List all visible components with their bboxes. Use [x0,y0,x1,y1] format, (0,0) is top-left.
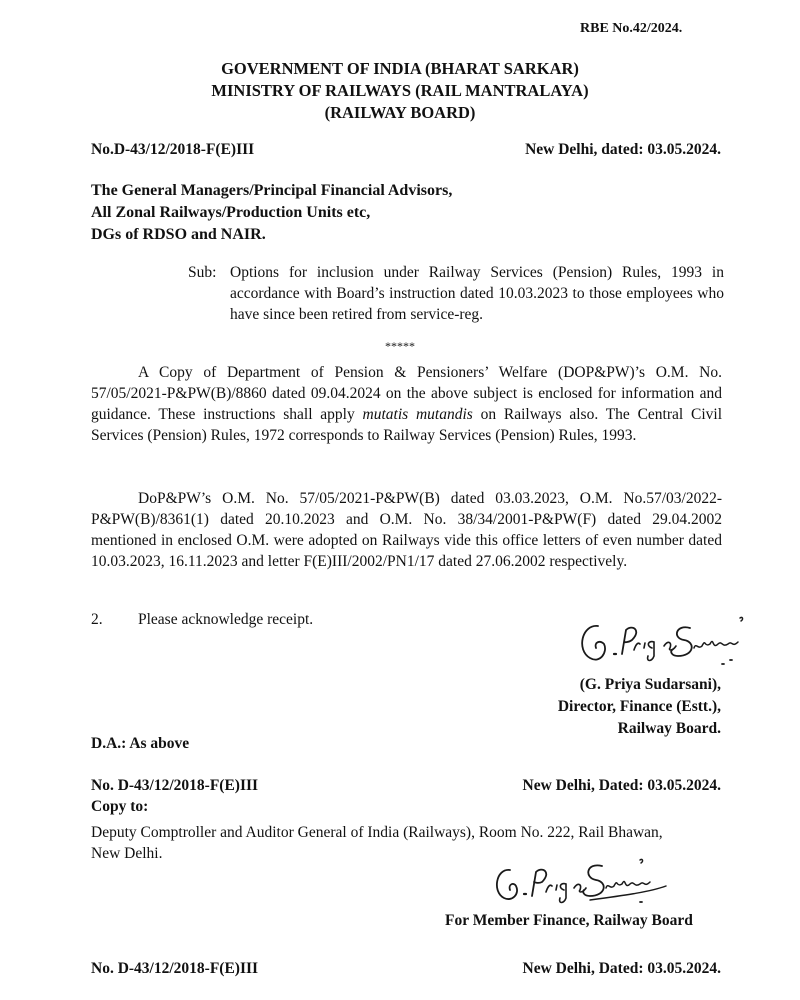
paragraph-1-text-a: A Copy of Department of Pension & Pensioners’ Welfare (DOP&PW)’s O.M. No. 57/05/2021-P&PW(B)/8860 dated 09.04.2024 on the above subject is enclosed for information and guidance. These instructions shall apply [91,364,722,423]
addressee-block [91,180,452,246]
copy-file-number: No. D-43/12/2018-F(E)III [91,777,259,794]
copy-issue-date: New Delhi, Dated: 03.05.2024. [522,777,721,794]
paragraph-1-italic: mutatis mutandis [362,406,473,423]
signatory-designation: Director, Finance (Estt.), [557,698,721,715]
letterhead-line-3: (RAILWAY BOARD) [324,103,476,122]
signature-2 [490,852,670,908]
signatory-name: (G. Priya Sudarsani), [579,676,721,693]
for-member-finance: For Member Finance, Railway Board [445,912,693,929]
rbe-number: RBE No.42/2024. [580,21,683,36]
subject-text: Options for inclusion under Railway Services (Pension) Rules, 1993 in accordance with Board’s instruction dated 10.03.2023 to those employees who have since been retired from service-reg. [230,264,724,323]
subject-block [188,262,724,325]
signatory-block [558,674,721,740]
copy-to-recipient: Deputy Comptroller and Auditor General of India (Railways), Room No. 222, Rail Bhawan, New Delhi. [91,824,663,862]
file-number-row [91,139,721,160]
addressee-line-2: All Zonal Railways/Production Units etc, [91,204,371,221]
addressee-line-1: The General Managers/Principal Financial Advisors, [91,182,453,199]
letterhead [0,58,800,124]
copy-file-number-row [91,775,721,796]
enclosure-note: D.A.: As above [91,735,190,752]
separator-stars: ***** [385,339,415,353]
acknowledge-text: Please acknowledge receipt. [138,611,314,628]
footer-file-number-row [91,958,721,979]
paragraph-number: 2. [91,611,103,628]
footer-file-number: No. D-43/12/2018-F(E)III [91,960,259,977]
signatory-office: Railway Board. [617,720,721,737]
paragraph-1 [91,362,722,446]
paragraph-2: DoP&PW’s O.M. No. 57/05/2021-P&PW(B) dated 03.03.2023, O.M. No.57/03/2022-P&PW(B)/8361(1) dated 20.10.2023 and O.M. No. 38/34/2001-P&PW(F) dated 29.04.2002 mentioned in enclosed O.M. were adopted on Railways vide this office letters of even number dated 10.03.2023, 16.11.2023 and letter F(E)III/2002/PN1/17 dated 27.06.2002 respectively. [91,490,722,570]
addressee-line-3: DGs of RDSO and NAIR. [91,226,266,243]
subject-label: Sub: [188,264,217,281]
copy-to-label: Copy to: [91,798,149,815]
paragraph-1-text-b: on Railways also. The Central Civil Services (Pension) Rules, 1972 corresponds to Railway Services (Pension) Rules, 1993. [91,406,723,444]
letterhead-line-2: MINISTRY OF RAILWAYS (RAIL MANTRALAYA) [211,81,589,100]
letterhead-line-1: GOVERNMENT OF INDIA (BHARAT SARKAR) [221,59,579,78]
file-number: No.D-43/12/2018-F(E)III [91,141,255,158]
footer-issue-date: New Delhi, Dated: 03.05.2024. [522,960,721,977]
acknowledge-paragraph [91,609,313,630]
issue-date: New Delhi, dated: 03.05.2024. [525,141,721,158]
signature-1 [572,610,752,670]
